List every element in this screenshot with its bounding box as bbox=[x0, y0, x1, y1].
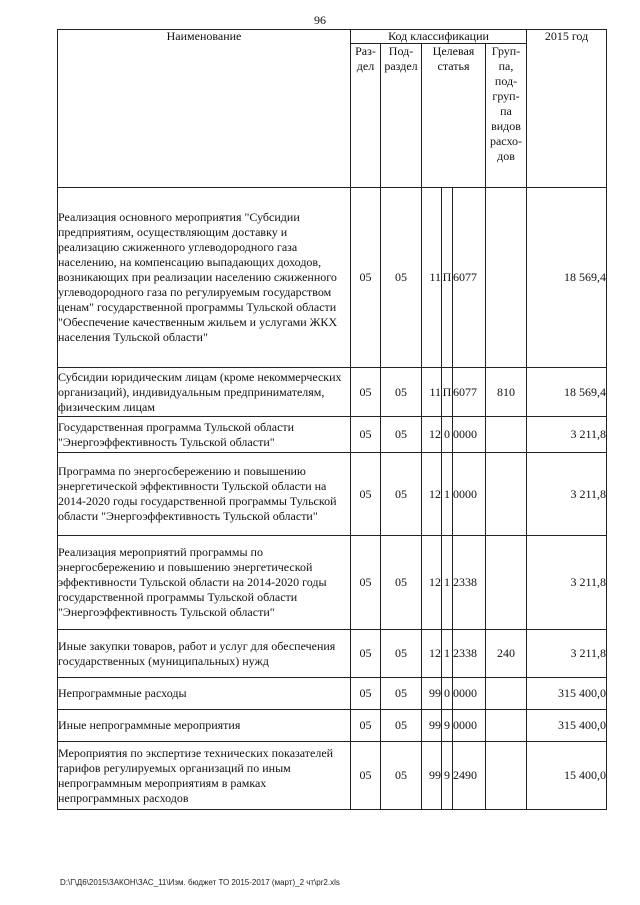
table-row bbox=[58, 678, 607, 710]
row-target-program: 99 bbox=[422, 742, 442, 810]
row-target-subprogram: 0 bbox=[442, 678, 453, 710]
row-name: Программа по энергосбережению и повышению энергетической эффективности Тульской области на 2014-2020 годы государственной программы Тульской области "Энергоэффективность Тульской области" bbox=[58, 453, 351, 536]
row-target-program: 12 bbox=[422, 453, 442, 536]
row-section: 05 bbox=[351, 453, 381, 536]
row-name: Непрограммные расходы bbox=[58, 678, 351, 710]
row-target-direction: 2338 bbox=[453, 536, 486, 630]
footer-file-path: D:\Г\Д6\2015\ЗАКОН\ЗАС_11\Изм. бюджет ТО 2015-2017 (март)_2 чт\pr2.xls bbox=[60, 878, 340, 887]
row-subsection: 05 bbox=[381, 453, 422, 536]
row-subsection: 05 bbox=[381, 630, 422, 678]
row-expense-group: 240 bbox=[486, 630, 527, 678]
row-target-subprogram: 1 bbox=[442, 453, 453, 536]
row-expense-group bbox=[486, 742, 527, 810]
table-row bbox=[58, 368, 607, 417]
row-target-subprogram: П bbox=[442, 368, 453, 417]
row-target-subprogram: 1 bbox=[442, 536, 453, 630]
row-target-program: 12 bbox=[422, 630, 442, 678]
row-subsection: 05 bbox=[381, 536, 422, 630]
row-target-direction: 2490 bbox=[453, 742, 486, 810]
row-target-program: 11 bbox=[422, 188, 442, 368]
row-expense-group: 810 bbox=[486, 368, 527, 417]
row-subsection: 05 bbox=[381, 368, 422, 417]
table-row bbox=[58, 742, 607, 810]
row-section: 05 bbox=[351, 188, 381, 368]
row-amount: 18 569,4 bbox=[527, 188, 607, 368]
table-body bbox=[58, 188, 607, 810]
row-target-program: 12 bbox=[422, 417, 442, 453]
row-target-direction: 2338 bbox=[453, 630, 486, 678]
row-name: Субсидии юридическим лицам (кроме некоммерческих организаций), индивидуальным предпринимателям, физическим лицам bbox=[58, 368, 351, 417]
row-amount: 3 211,8 bbox=[527, 536, 607, 630]
table-row bbox=[58, 188, 607, 368]
row-target-direction: 0000 bbox=[453, 453, 486, 536]
row-target-direction: 0000 bbox=[453, 417, 486, 453]
budget-table bbox=[57, 29, 607, 810]
row-section: 05 bbox=[351, 630, 381, 678]
row-subsection: 05 bbox=[381, 678, 422, 710]
header-section: Раз- дел bbox=[351, 44, 381, 188]
row-section: 05 bbox=[351, 710, 381, 742]
row-target-program: 11 bbox=[422, 368, 442, 417]
row-name: Реализация мероприятий программы по энергосбережению и повышению энергетической эффективности Тульской области на 2014-2020 годы государственной программы Тульской области "Энергоэффективность Тульской области" bbox=[58, 536, 351, 630]
row-subsection: 05 bbox=[381, 742, 422, 810]
table-row bbox=[58, 710, 607, 742]
row-expense-group bbox=[486, 453, 527, 536]
row-target-subprogram: 9 bbox=[442, 710, 453, 742]
row-section: 05 bbox=[351, 678, 381, 710]
row-amount: 3 211,8 bbox=[527, 417, 607, 453]
table-row bbox=[58, 417, 607, 453]
row-target-direction: 6077 bbox=[453, 188, 486, 368]
row-amount: 315 400,0 bbox=[527, 710, 607, 742]
row-expense-group bbox=[486, 678, 527, 710]
row-name: Мероприятия по экспертизе технических показателей тарифов регулируемых организаций по иным непрограммным мероприятиям в рамках непрограммных расходов bbox=[58, 742, 351, 810]
row-section: 05 bbox=[351, 742, 381, 810]
row-name: Иные непрограммные мероприятия bbox=[58, 710, 351, 742]
row-subsection: 05 bbox=[381, 417, 422, 453]
row-expense-group bbox=[486, 536, 527, 630]
row-target-subprogram: П bbox=[442, 188, 453, 368]
table-row bbox=[58, 453, 607, 536]
row-section: 05 bbox=[351, 417, 381, 453]
row-target-subprogram: 1 bbox=[442, 630, 453, 678]
row-amount: 3 211,8 bbox=[527, 453, 607, 536]
row-target-program: 12 bbox=[422, 536, 442, 630]
row-amount: 3 211,8 bbox=[527, 630, 607, 678]
row-expense-group bbox=[486, 710, 527, 742]
row-target-subprogram: 0 bbox=[442, 417, 453, 453]
header-code-classification: Код классификации bbox=[351, 30, 527, 44]
header-expense-group: Груп- па, под- груп- па видов расхо- дов bbox=[486, 44, 527, 188]
header-target-article: Целевая статья bbox=[422, 44, 486, 188]
row-section: 05 bbox=[351, 536, 381, 630]
row-subsection: 05 bbox=[381, 188, 422, 368]
row-name: Иные закупки товаров, работ и услуг для обеспечения государственных (муниципальных) нужд bbox=[58, 630, 351, 678]
row-amount: 18 569,4 bbox=[527, 368, 607, 417]
row-amount: 315 400,0 bbox=[527, 678, 607, 710]
row-subsection: 05 bbox=[381, 710, 422, 742]
header-subsection: Под- раздел bbox=[381, 44, 422, 188]
row-target-subprogram: 9 bbox=[442, 742, 453, 810]
header-name: Наименование bbox=[58, 30, 351, 188]
row-target-program: 99 bbox=[422, 678, 442, 710]
row-name: Государственная программа Тульской области "Энергоэффективность Тульской области" bbox=[58, 417, 351, 453]
table-row bbox=[58, 630, 607, 678]
header-year: 2015 год bbox=[527, 30, 607, 188]
table-row bbox=[58, 536, 607, 630]
row-target-direction: 0000 bbox=[453, 678, 486, 710]
row-section: 05 bbox=[351, 368, 381, 417]
row-target-direction: 6077 bbox=[453, 368, 486, 417]
row-name: Реализация основного мероприятия "Субсидии предприятиям, осуществляющим доставку и реализацию сжиженного углеводородного газа населению, на компенсацию выпадающих доходов, возникающих при реализации населению сжиженного углеводородного газа по регулируемым государством ценам" государственной программы Тульской области "Обеспечение качественным жильем и услугами ЖКХ населения Тульской области" bbox=[58, 188, 351, 368]
row-expense-group bbox=[486, 417, 527, 453]
row-target-program: 99 bbox=[422, 710, 442, 742]
row-expense-group bbox=[486, 188, 527, 368]
page-number: 96 bbox=[314, 13, 326, 27]
table-header bbox=[58, 30, 607, 188]
row-amount: 15 400,0 bbox=[527, 742, 607, 810]
row-target-direction: 0000 bbox=[453, 710, 486, 742]
